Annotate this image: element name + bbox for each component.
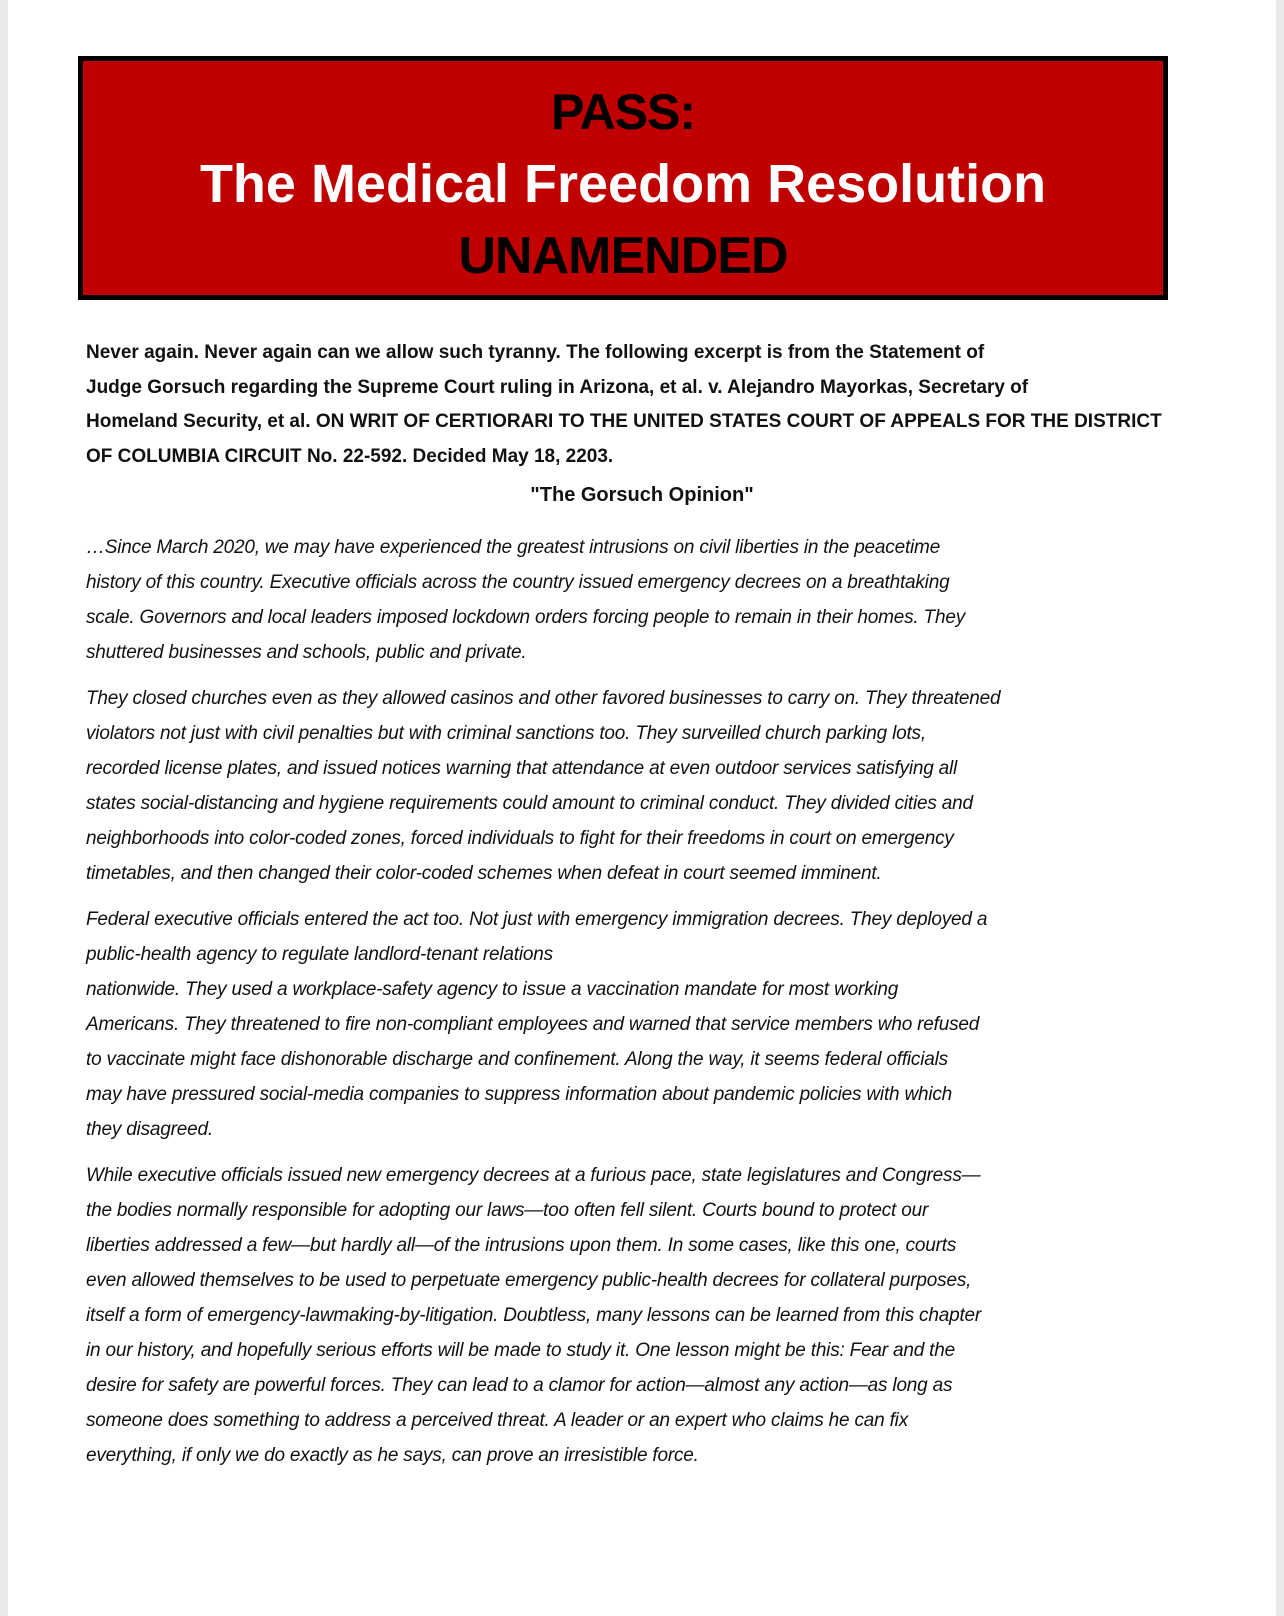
document-page: [8, 0, 1276, 1616]
paragraph-line: to vaccinate might face dishonorable discharge and confinement. Along the way, it seems federal officials: [86, 1049, 948, 1070]
paragraph-line: states social-distancing and hygiene requirements could amount to criminal conduct. They divided cities and: [86, 793, 973, 814]
paragraph-line: someone does something to address a perceived threat. A leader or an expert who claims he can fix: [86, 1410, 908, 1431]
paragraph-line: the bodies normally responsible for adopting our laws—too often fell silent. Courts bound to protect our: [86, 1200, 929, 1221]
paragraph-line: liberties addressed a few—but hardly all—of the intrusions upon them. In some cases, like this one, courts: [86, 1235, 957, 1256]
opinion-paragraph: [86, 1158, 1256, 1473]
paragraph-line: shuttered businesses and schools, public and private.: [86, 642, 527, 663]
paragraph-line: desire for safety are powerful forces. They can lead to a clamor for action—almost any action—as long as: [86, 1375, 953, 1396]
paragraph-line: everything, if only we do exactly as he says, can prove an irresistible force.: [86, 1445, 699, 1466]
intro-line: Homeland Security, et al. ON WRIT OF CERTIORARI TO THE UNITED STATES COURT OF APPEALS FOR THE DISTRICT: [86, 411, 1162, 432]
intro-line: Judge Gorsuch regarding the Supreme Court ruling in Arizona, et al. v. Alejandro Mayorkas, Secretary of: [86, 376, 1029, 398]
opinion-paragraph: [86, 902, 1256, 1147]
paragraph-line: While executive officials issued new emergency decrees at a furious pace, state legislatures and Congress—: [86, 1165, 981, 1186]
subtitle: "The Gorsuch Opinion": [530, 484, 754, 506]
paragraph-line: history of this country. Executive officials across the country issued emergency decrees on a breathtaking: [86, 572, 950, 593]
banner-title: The Medical Freedom Resolution: [199, 154, 1047, 214]
title-banner: [78, 56, 1168, 300]
paragraph-line: …Since March 2020, we may have experienced the greatest intrusions on civil liberties in the peacetime: [86, 537, 941, 558]
paragraph-line: nationwide. They used a workplace-safety agency to issue a vaccination mandate for most working: [86, 979, 899, 1000]
paragraph-line: neighborhoods into color-coded zones, forced individuals to fight for their freedoms in court on emergency: [86, 828, 954, 849]
paragraph-line: scale. Governors and local leaders imposed lockdown orders forcing people to remain in their homes. They: [86, 607, 965, 628]
paragraph-line: itself a form of emergency-lawmaking-by-litigation. Doubtless, many lessons can be learned from this chapter: [86, 1305, 982, 1326]
banner-pass: PASS:: [550, 84, 696, 140]
opinion-paragraph: [86, 681, 1256, 891]
paragraph-line: public-health agency to regulate landlord-tenant relations: [86, 944, 553, 965]
intro-line: Never again. Never again can we allow such tyranny. The following excerpt is from the Statement of: [86, 342, 985, 363]
paragraph-line: recorded license plates, and issued notices warning that attendance at even outdoor services satisfying all: [86, 758, 958, 779]
paragraph-line: Americans. They threatened to fire non-compliant employees and warned that service members who refused: [86, 1014, 980, 1035]
intro-line: OF COLUMBIA CIRCUIT No. 22-592. Decided May 18, 2203.: [86, 445, 614, 467]
paragraph-line: they disagreed.: [86, 1119, 213, 1140]
paragraph-line: even allowed themselves to be used to perpetuate emergency public-health decrees for collateral purposes,: [86, 1270, 972, 1291]
paragraph-line: violators not just with civil penalties but with criminal sanctions too. They surveilled church parking lots,: [86, 723, 926, 744]
banner-unamended: UNAMENDED: [458, 227, 788, 285]
paragraph-line: They closed churches even as they allowed casinos and other favored businesses to carry on. They threatened: [86, 688, 1001, 709]
paragraph-line: timetables, and then changed their color-coded schemes when defeat in court seemed imminent.: [86, 863, 882, 884]
opinion-paragraph: [86, 530, 1256, 670]
paragraph-line: in our history, and hopefully serious efforts will be made to study it. One lesson might be this: Fear and the: [86, 1340, 955, 1361]
paragraph-line: Federal executive officials entered the act too. Not just with emergency immigration decrees. They deployed a: [86, 909, 988, 930]
intro-paragraph: [86, 336, 1236, 474]
paragraph-line: may have pressured social-media companies to suppress information about pandemic policies with which: [86, 1084, 953, 1105]
opinion-body: [86, 530, 1256, 1484]
